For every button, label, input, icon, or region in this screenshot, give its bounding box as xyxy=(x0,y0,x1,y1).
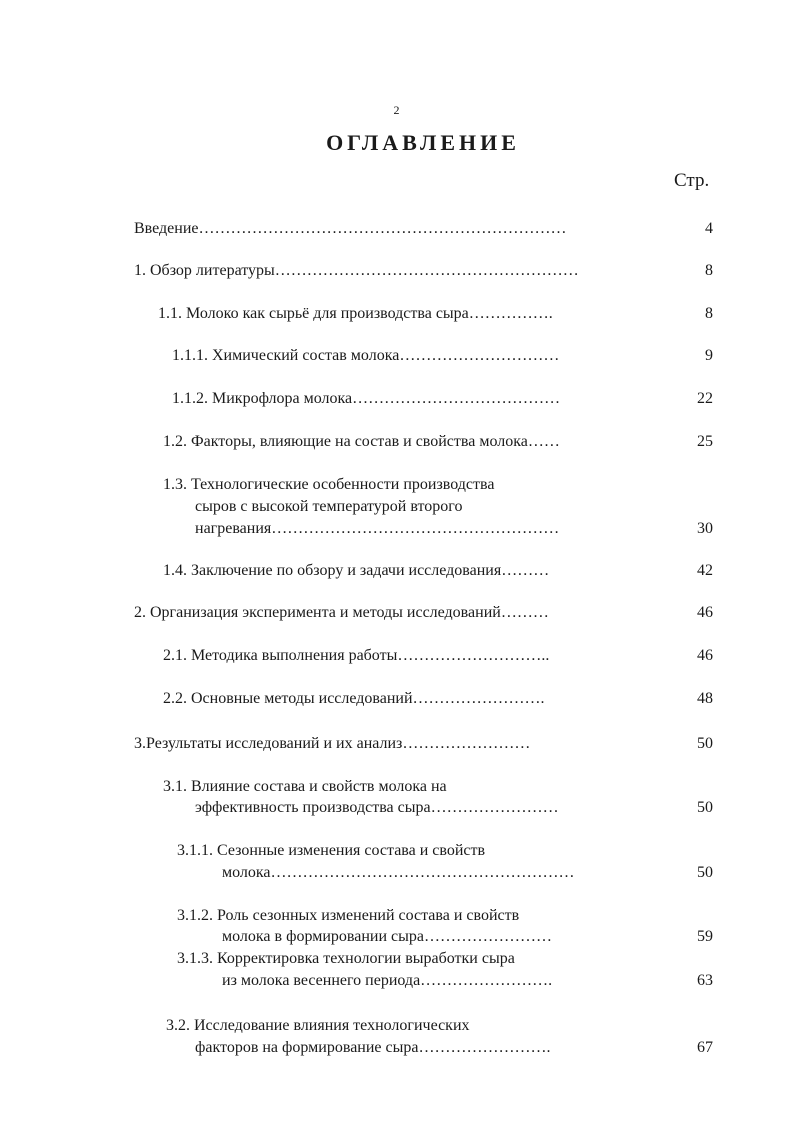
toc-entry-page: 4 xyxy=(705,220,713,237)
toc-entry-title-line1: 3.1.2. Роль сезонных изменений состава и свойств xyxy=(177,907,520,924)
toc-entry-title: 2.1. Методика выполнения работы……………………….. xyxy=(163,647,550,664)
toc-entry-page: 50 xyxy=(697,735,713,752)
toc-entry-title-line2: факторов на формирование сыра……………………. xyxy=(195,1039,551,1056)
toc-entry-title-line2: молока………………………………………………… xyxy=(222,864,575,881)
toc-entry-page: 25 xyxy=(697,433,713,450)
toc-entry-title-line1: 3.2. Исследование влияния технологических xyxy=(166,1017,470,1034)
toc-entry-title-line1: 1.3. Технологические особенности производства xyxy=(163,476,495,493)
toc-entry-page: 46 xyxy=(697,647,713,664)
toc-entry-page: 67 xyxy=(697,1039,713,1056)
page-title: ОГЛАВЛЕНИЕ xyxy=(326,130,520,155)
toc-entry-page: 8 xyxy=(705,262,713,279)
toc-entry-title: 1.2. Факторы, влияющие на состав и свойства молока…… xyxy=(163,433,560,450)
toc-entry-title-line1: 3.1. Влияние состава и свойств молока на xyxy=(163,778,447,795)
toc-entry-title-line1: 3.1.1. Сезонные изменения состава и свойств xyxy=(177,842,486,859)
toc-entry-title: Введение…………………………………………………………… xyxy=(134,220,567,237)
toc-entry-page: 59 xyxy=(697,928,713,945)
toc-entry-page: 48 xyxy=(697,690,713,707)
toc-entry-page: 8 xyxy=(705,305,713,322)
toc-entry-page: 42 xyxy=(697,562,713,579)
toc-entry-title: 1.1.1. Химический состав молока………………………… xyxy=(172,347,560,364)
toc-entry-title-line2: эффективность производства сыра…………………… xyxy=(195,799,559,816)
toc-entry-title-line3: нагревания……………………………………………… xyxy=(195,520,560,537)
toc-entry-page: 9 xyxy=(705,347,713,364)
page-number: 2 xyxy=(393,103,400,117)
toc-entry-title-line2: из молока весеннего периода……………………. xyxy=(222,972,553,989)
toc-entry-title: 2.2. Основные методы исследований……………………. xyxy=(163,690,545,707)
toc-entry-title-line1: 3.1.3. Корректировка технологии выработки сыра xyxy=(177,950,515,967)
toc-entry-title: 1. Обзор литературы………………………………………………… xyxy=(134,262,579,279)
toc-entry-page: 30 xyxy=(697,520,713,537)
toc-entry-page: 50 xyxy=(697,864,713,881)
toc-entry-page: 22 xyxy=(697,390,713,407)
toc-entry-title: 3.Результаты исследований и их анализ…………………… xyxy=(134,735,531,752)
toc-entry-title: 1.4. Заключение по обзору и задачи исследования……… xyxy=(163,562,550,579)
toc-entry-page: 50 xyxy=(697,799,713,816)
toc-entry-title: 1.1.2. Микрофлора молока………………………………… xyxy=(172,390,561,407)
toc-entry-title: 2. Организация эксперимента и методы исследований……… xyxy=(134,604,549,621)
page-column-header: Стр. xyxy=(674,170,710,191)
toc-entry-page: 63 xyxy=(697,972,713,989)
toc-entry-title: 1.1. Молоко как сырьё для производства сыра……………. xyxy=(158,305,553,322)
toc-entry-page: 46 xyxy=(697,604,713,621)
toc-entry-title-line2: молока в формировании сыра…………………… xyxy=(222,928,552,945)
toc-entry-title-line2: сыров с высокой температурой второго xyxy=(195,498,463,515)
